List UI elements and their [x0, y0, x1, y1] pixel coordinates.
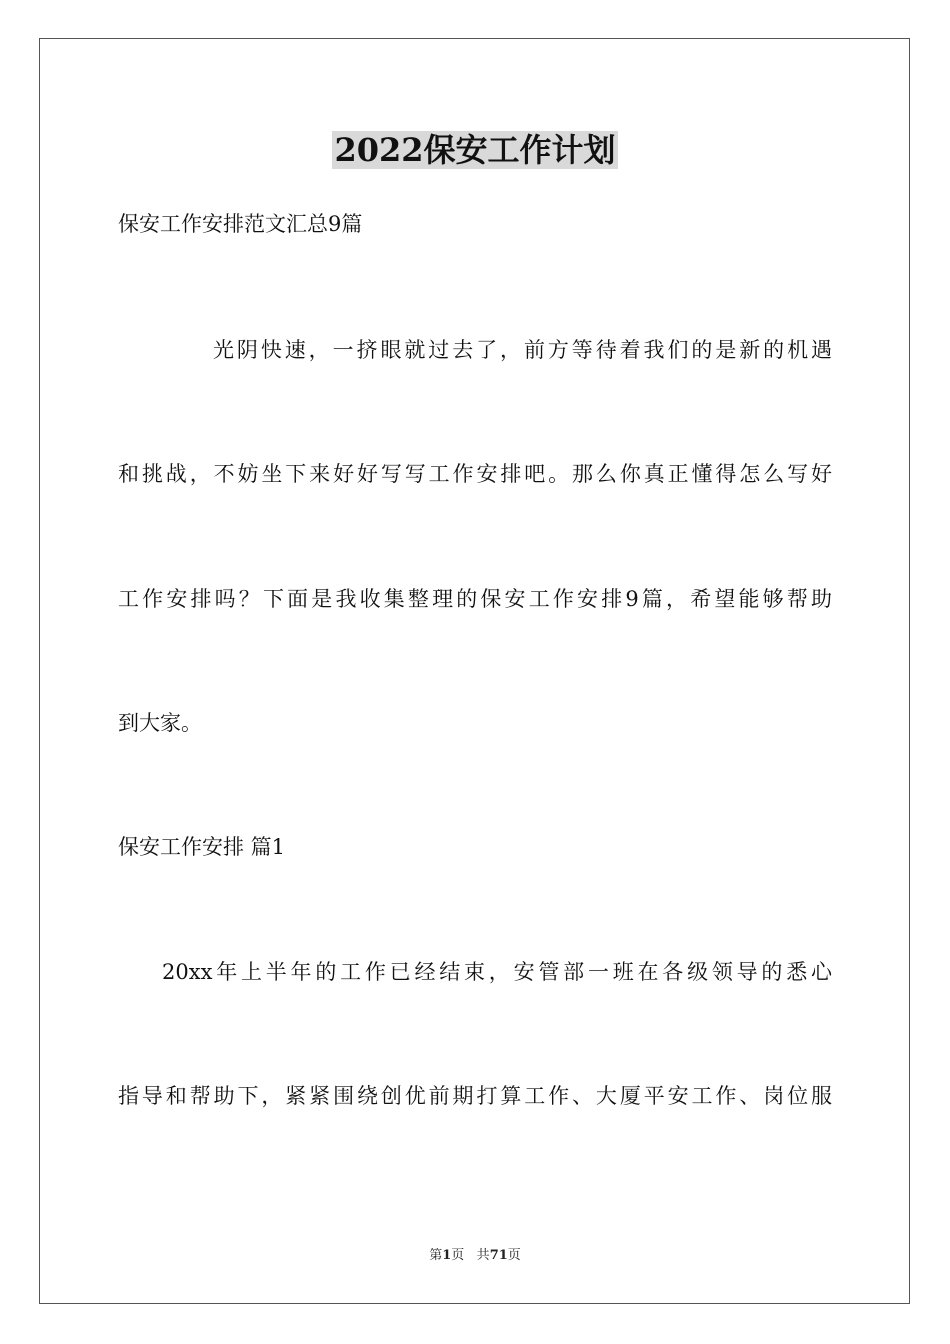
document-subtitle: 保安工作安排范文汇总9篇	[118, 212, 363, 236]
section-heading: 保安工作安排 篇1	[118, 835, 286, 859]
intro-line-3: 工作安排吗？下面是我收集整理的保安工作安排9篇，希望能够帮助	[118, 587, 832, 611]
body-line-1: 20xx年上半年的工作已经结束，安管部一班在各级领导的悉心	[162, 960, 832, 984]
footer-total-suffix: 页	[507, 1248, 521, 1263]
footer-total-pages: 71	[489, 1248, 508, 1263]
footer-page-prefix: 第	[429, 1248, 443, 1263]
intro-line-1: 光阴快速，一挤眼就过去了，前方等待着我们的是新的机遇	[213, 338, 832, 362]
intro-line-4: 到大家。	[118, 711, 202, 735]
footer-total-prefix: 共	[476, 1248, 490, 1263]
body-line-2: 指导和帮助下，紧紧围绕创优前期打算工作、大厦平安工作、岗位服	[118, 1084, 832, 1108]
document-title-text: 2022保安工作计划	[334, 131, 616, 169]
page-footer	[0, 1247, 950, 1265]
intro-line-2: 和挑战，不妨坐下来好好写写工作安排吧。那么你真正懂得怎么写好	[118, 462, 832, 486]
footer-page-suffix: 页	[451, 1248, 465, 1263]
document-title	[0, 128, 950, 172]
footer-page-number: 1	[442, 1248, 452, 1263]
